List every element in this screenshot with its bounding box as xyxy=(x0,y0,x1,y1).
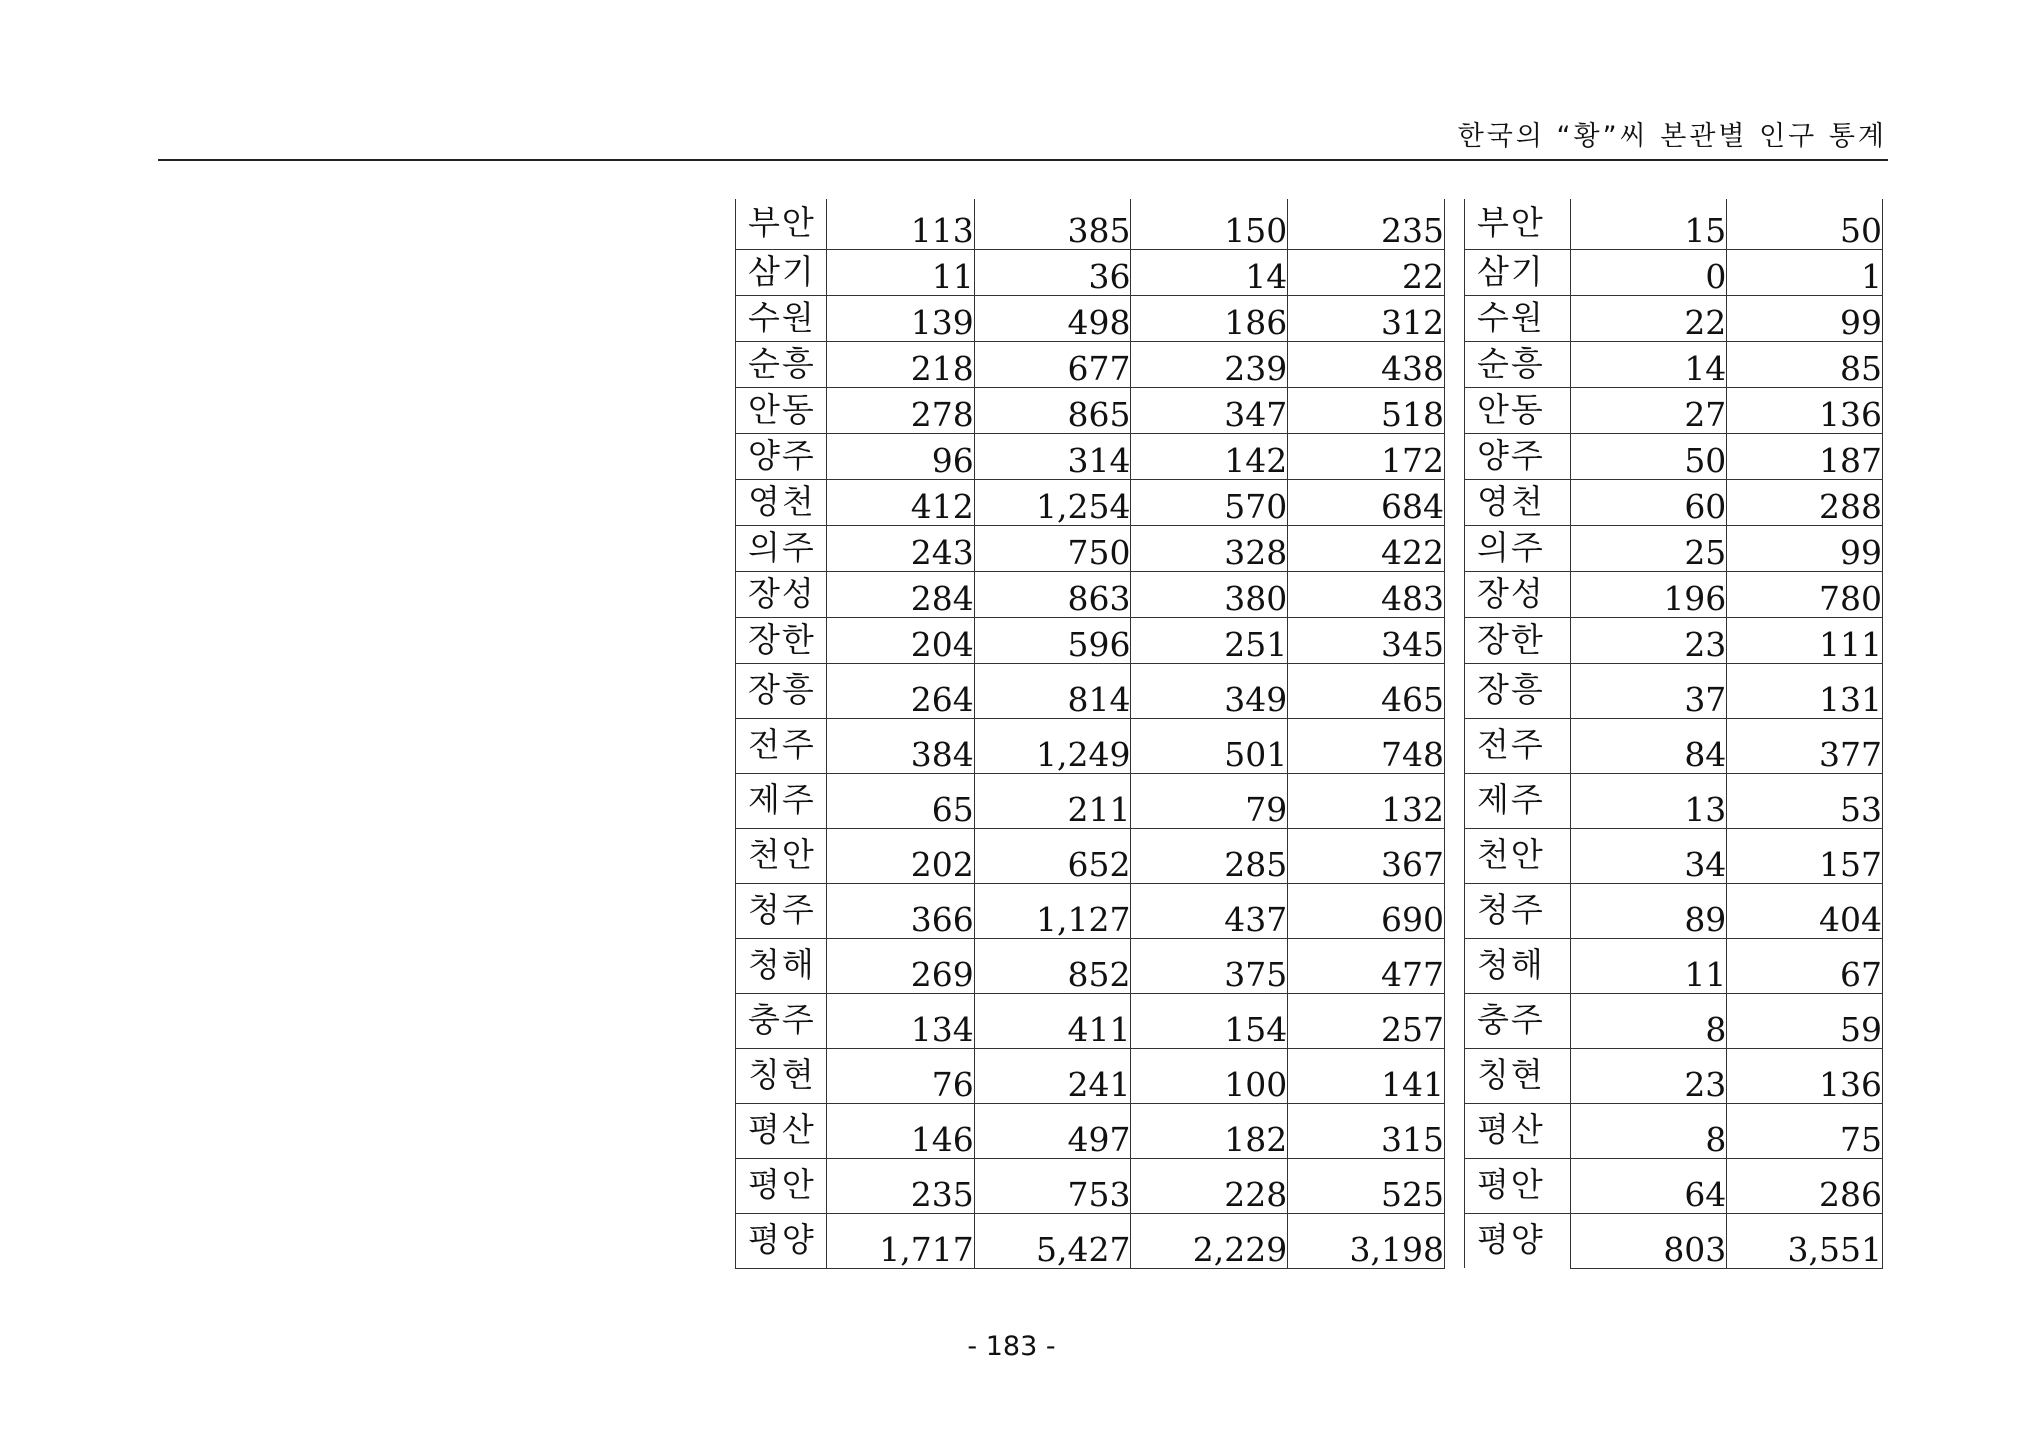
value-cell: 570 xyxy=(1131,479,1288,525)
table-row xyxy=(1465,663,1883,718)
value-cell: 288 xyxy=(1727,479,1883,525)
value-cell: 437 xyxy=(1131,883,1288,938)
value-cell: 50 xyxy=(1570,433,1726,479)
value-cell: 157 xyxy=(1727,828,1883,883)
row-label-cell: 충주 xyxy=(736,993,827,1048)
value-cell: 315 xyxy=(1288,1103,1445,1158)
row-label-cell: 제주 xyxy=(736,773,827,828)
table-row xyxy=(1465,341,1883,387)
value-cell: 380 xyxy=(1131,571,1288,617)
value-cell: 518 xyxy=(1288,387,1445,433)
row-label-cell: 삼기 xyxy=(736,249,827,295)
value-cell: 182 xyxy=(1131,1103,1288,1158)
table-row xyxy=(1465,433,1883,479)
value-cell: 99 xyxy=(1727,295,1883,341)
table-row xyxy=(1465,1103,1883,1158)
table-row xyxy=(1465,1048,1883,1103)
value-cell: 14 xyxy=(1570,341,1726,387)
value-cell: 100 xyxy=(1131,1048,1288,1103)
value-cell: 139 xyxy=(826,295,974,341)
value-cell: 13 xyxy=(1570,773,1726,828)
value-cell: 377 xyxy=(1727,718,1883,773)
table-row xyxy=(1465,1158,1883,1213)
value-cell: 753 xyxy=(974,1158,1131,1213)
value-cell: 863 xyxy=(974,571,1131,617)
value-cell: 1,254 xyxy=(974,479,1131,525)
value-cell: 239 xyxy=(1131,341,1288,387)
value-cell: 269 xyxy=(826,938,974,993)
row-label-cell: 평안 xyxy=(736,1158,827,1213)
value-cell: 228 xyxy=(1131,1158,1288,1213)
row-label-cell: 양주 xyxy=(736,433,827,479)
row-label-cell: 부안 xyxy=(1465,199,1571,249)
table-row xyxy=(736,663,1445,718)
value-cell: 25 xyxy=(1570,525,1726,571)
value-cell: 852 xyxy=(974,938,1131,993)
value-cell: 3,198 xyxy=(1288,1213,1445,1268)
value-cell: 11 xyxy=(1570,938,1726,993)
value-cell: 11 xyxy=(826,249,974,295)
value-cell: 15 xyxy=(1570,199,1726,249)
table-row xyxy=(1465,525,1883,571)
value-cell: 438 xyxy=(1288,341,1445,387)
row-label-cell: 제주 xyxy=(1465,773,1571,828)
value-cell: 75 xyxy=(1727,1103,1883,1158)
row-label-cell: 수원 xyxy=(736,295,827,341)
row-label-cell: 평안 xyxy=(1465,1158,1571,1213)
row-label-cell: 장흥 xyxy=(1465,663,1571,718)
value-cell: 154 xyxy=(1131,993,1288,1048)
value-cell: 404 xyxy=(1727,883,1883,938)
value-cell: 136 xyxy=(1727,387,1883,433)
table-row xyxy=(736,828,1445,883)
table-row xyxy=(1465,828,1883,883)
value-cell: 349 xyxy=(1131,663,1288,718)
value-cell: 1,249 xyxy=(974,718,1131,773)
table-row xyxy=(1465,249,1883,295)
row-label-cell: 영천 xyxy=(1465,479,1571,525)
table-row xyxy=(736,387,1445,433)
value-cell: 243 xyxy=(826,525,974,571)
value-cell: 251 xyxy=(1131,617,1288,663)
value-cell: 345 xyxy=(1288,617,1445,663)
value-cell: 412 xyxy=(826,479,974,525)
row-label-cell: 장한 xyxy=(736,617,827,663)
population-table-right xyxy=(1464,199,1883,1269)
value-cell: 748 xyxy=(1288,718,1445,773)
table-row xyxy=(736,199,1445,249)
page-header-title: 한국의 “황”씨 본관별 인구 통계 xyxy=(1457,121,1887,152)
value-cell: 328 xyxy=(1131,525,1288,571)
table-row xyxy=(736,1103,1445,1158)
value-cell: 257 xyxy=(1288,993,1445,1048)
row-label-cell: 천안 xyxy=(1465,828,1571,883)
value-cell: 34 xyxy=(1570,828,1726,883)
value-cell: 0 xyxy=(1570,249,1726,295)
row-label-cell: 부안 xyxy=(748,203,816,243)
table-row xyxy=(1465,199,1883,249)
table-row xyxy=(1465,773,1883,828)
value-cell: 132 xyxy=(1288,773,1445,828)
row-label-cell: 의주 xyxy=(1465,525,1571,571)
value-cell: 264 xyxy=(826,663,974,718)
value-cell: 596 xyxy=(974,617,1131,663)
value-cell: 36 xyxy=(974,249,1131,295)
table-row xyxy=(736,773,1445,828)
value-cell: 22 xyxy=(1570,295,1726,341)
value-cell: 64 xyxy=(1570,1158,1726,1213)
table-row xyxy=(736,883,1445,938)
value-cell: 684 xyxy=(1288,479,1445,525)
table-row xyxy=(736,1048,1445,1103)
value-cell: 131 xyxy=(1727,663,1883,718)
row-label-cell: 청해 xyxy=(736,938,827,993)
value-cell: 211 xyxy=(974,773,1131,828)
value-cell: 53 xyxy=(1727,773,1883,828)
table-row xyxy=(1465,571,1883,617)
value-cell: 1 xyxy=(1727,249,1883,295)
value-cell: 134 xyxy=(826,993,974,1048)
value-cell: 498 xyxy=(974,295,1131,341)
row-label-cell: 칭현 xyxy=(736,1048,827,1103)
value-cell: 85 xyxy=(1727,341,1883,387)
value-cell: 422 xyxy=(1288,525,1445,571)
value-cell: 186 xyxy=(1131,295,1288,341)
row-label-cell: 천안 xyxy=(736,828,827,883)
value-cell: 865 xyxy=(974,387,1131,433)
table-row xyxy=(736,617,1445,663)
value-cell: 84 xyxy=(1570,718,1726,773)
table-row xyxy=(736,295,1445,341)
header-divider xyxy=(158,159,1888,161)
value-cell: 8 xyxy=(1570,1103,1726,1158)
value-cell: 690 xyxy=(1288,883,1445,938)
value-cell: 367 xyxy=(1288,828,1445,883)
value-cell: 677 xyxy=(974,341,1131,387)
value-cell: 652 xyxy=(974,828,1131,883)
table-row xyxy=(736,1213,1445,1268)
value-cell: 803 xyxy=(1570,1213,1726,1268)
value-cell: 483 xyxy=(1288,571,1445,617)
table-row xyxy=(1465,883,1883,938)
value-cell: 501 xyxy=(1131,718,1288,773)
table-row xyxy=(736,938,1445,993)
row-label-cell: 순흥 xyxy=(736,341,827,387)
value-cell: 14 xyxy=(1131,249,1288,295)
value-cell: 202 xyxy=(826,828,974,883)
row-label-cell: 칭현 xyxy=(1465,1048,1571,1103)
table-row xyxy=(736,341,1445,387)
value-cell: 172 xyxy=(1288,433,1445,479)
value-cell: 142 xyxy=(1131,433,1288,479)
value-cell: 196 xyxy=(1570,571,1726,617)
value-cell: 780 xyxy=(1727,571,1883,617)
row-label-cell: 평양 xyxy=(1465,1213,1571,1268)
row-label-cell: 청해 xyxy=(1465,938,1571,993)
table-row xyxy=(1465,938,1883,993)
row-label-cell: 수원 xyxy=(1465,295,1571,341)
value-cell: 1,717 xyxy=(826,1213,974,1268)
value-cell: 50 xyxy=(1727,199,1883,249)
table-row xyxy=(736,249,1445,295)
value-cell: 59 xyxy=(1727,993,1883,1048)
row-label-cell: 안동 xyxy=(1465,387,1571,433)
value-cell: 750 xyxy=(974,525,1131,571)
value-cell: 235 xyxy=(826,1158,974,1213)
row-label-cell: 전주 xyxy=(1465,718,1571,773)
row-label-cell: 전주 xyxy=(736,718,827,773)
row-label-cell: 평산 xyxy=(1465,1103,1571,1158)
value-cell: 96 xyxy=(826,433,974,479)
value-cell: 113 xyxy=(826,199,974,249)
table-row xyxy=(1465,617,1883,663)
table-row xyxy=(736,479,1445,525)
population-table-left xyxy=(735,199,1445,1269)
value-cell: 5,427 xyxy=(974,1213,1131,1268)
value-cell: 37 xyxy=(1570,663,1726,718)
value-cell: 67 xyxy=(1727,938,1883,993)
value-cell: 89 xyxy=(1570,883,1726,938)
value-cell: 477 xyxy=(1288,938,1445,993)
value-cell: 285 xyxy=(1131,828,1288,883)
value-cell: 235 xyxy=(1288,199,1445,249)
row-label-cell: 삼기 xyxy=(1465,249,1571,295)
value-cell: 218 xyxy=(826,341,974,387)
value-cell: 312 xyxy=(1288,295,1445,341)
value-cell: 27 xyxy=(1570,387,1726,433)
table-row xyxy=(736,571,1445,617)
row-label-cell: 순흥 xyxy=(1465,341,1571,387)
value-cell: 1,127 xyxy=(974,883,1131,938)
value-cell: 314 xyxy=(974,433,1131,479)
table-row xyxy=(736,525,1445,571)
row-label-cell: 평양 xyxy=(736,1213,827,1268)
value-cell: 141 xyxy=(1288,1048,1445,1103)
row-label-cell: 양주 xyxy=(1465,433,1571,479)
row-label-cell: 안동 xyxy=(736,387,827,433)
value-cell: 465 xyxy=(1288,663,1445,718)
value-cell: 150 xyxy=(1131,199,1288,249)
table-row xyxy=(1465,1213,1883,1268)
value-cell: 385 xyxy=(974,199,1131,249)
row-label-cell: 충주 xyxy=(1465,993,1571,1048)
value-cell: 76 xyxy=(826,1048,974,1103)
row-label-cell: 청주 xyxy=(736,883,827,938)
value-cell: 2,229 xyxy=(1131,1213,1288,1268)
table-row xyxy=(1465,479,1883,525)
value-cell: 79 xyxy=(1131,773,1288,828)
table-row xyxy=(736,993,1445,1048)
value-cell: 187 xyxy=(1727,433,1883,479)
value-cell: 22 xyxy=(1288,249,1445,295)
table-row xyxy=(736,433,1445,479)
row-label-cell: 평산 xyxy=(736,1103,827,1158)
value-cell: 241 xyxy=(974,1048,1131,1103)
row-label-cell: 청주 xyxy=(1465,883,1571,938)
row-label-cell: 장흥 xyxy=(736,663,827,718)
value-cell: 8 xyxy=(1570,993,1726,1048)
value-cell: 3,551 xyxy=(1727,1213,1883,1268)
value-cell: 23 xyxy=(1570,617,1726,663)
value-cell: 347 xyxy=(1131,387,1288,433)
value-cell: 278 xyxy=(826,387,974,433)
value-cell: 286 xyxy=(1727,1158,1883,1213)
row-label-cell: 영천 xyxy=(736,479,827,525)
page-number: - 183 - xyxy=(967,1331,1056,1362)
value-cell: 136 xyxy=(1727,1048,1883,1103)
value-cell: 411 xyxy=(974,993,1131,1048)
value-cell: 284 xyxy=(826,571,974,617)
value-cell: 814 xyxy=(974,663,1131,718)
row-label-cell: 의주 xyxy=(736,525,827,571)
value-cell: 366 xyxy=(826,883,974,938)
row-label-cell: 장성 xyxy=(1465,571,1571,617)
value-cell: 60 xyxy=(1570,479,1726,525)
value-cell: 146 xyxy=(826,1103,974,1158)
table-row xyxy=(1465,718,1883,773)
table-row xyxy=(1465,993,1883,1048)
row-label-cell: 장한 xyxy=(1465,617,1571,663)
value-cell: 65 xyxy=(826,773,974,828)
table-row xyxy=(1465,295,1883,341)
value-cell: 204 xyxy=(826,617,974,663)
row-label-cell: 장성 xyxy=(736,571,827,617)
table-row xyxy=(736,718,1445,773)
value-cell: 111 xyxy=(1727,617,1883,663)
value-cell: 525 xyxy=(1288,1158,1445,1213)
value-cell: 23 xyxy=(1570,1048,1726,1103)
value-cell: 497 xyxy=(974,1103,1131,1158)
value-cell: 99 xyxy=(1727,525,1883,571)
table-row xyxy=(1465,387,1883,433)
table-row xyxy=(736,1158,1445,1213)
value-cell: 375 xyxy=(1131,938,1288,993)
value-cell: 384 xyxy=(826,718,974,773)
